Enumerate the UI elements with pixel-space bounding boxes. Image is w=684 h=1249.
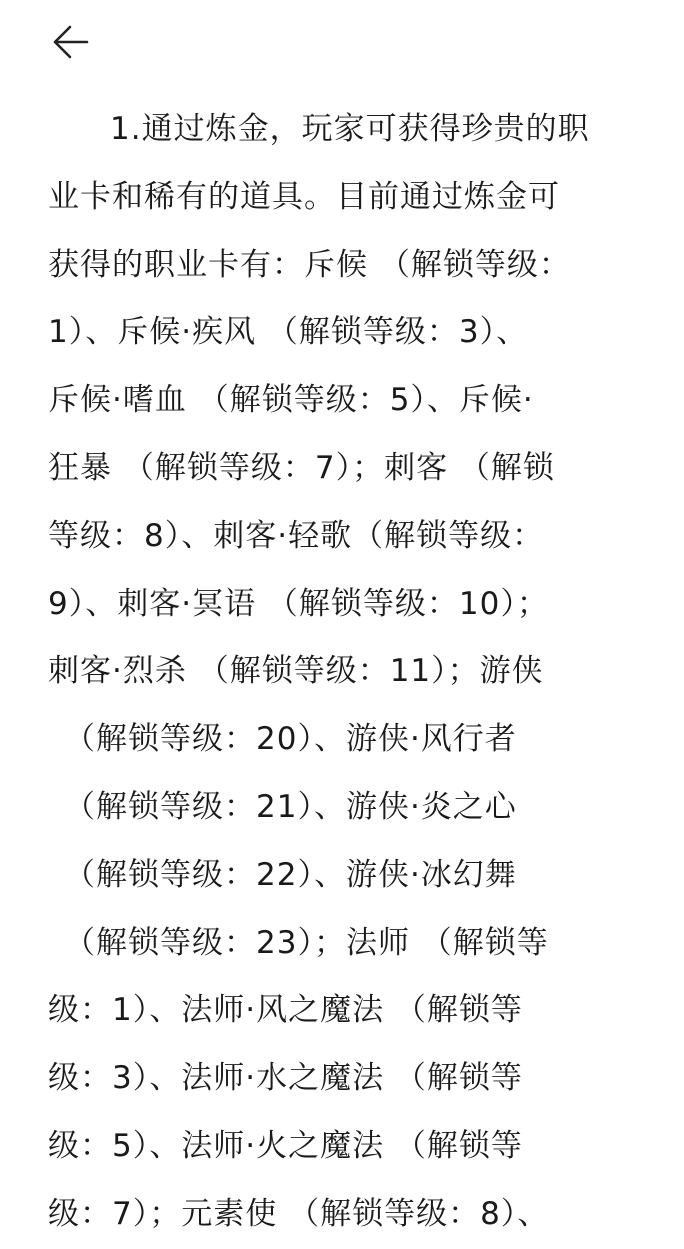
article-line: 级：5）、法师·火之魔法 （解锁等 bbox=[48, 1127, 523, 1164]
article-line: （解锁等级：21）、游侠·炎之心 bbox=[64, 788, 517, 825]
article-line: （解锁等级：22）、游侠·冰幻舞 bbox=[64, 856, 517, 893]
article-line: 刺客·烈杀 （解锁等级：11）；游侠 bbox=[48, 653, 544, 690]
article-line: 1.通过炼金，玩家可获得珍贵的职 bbox=[110, 111, 590, 147]
article-body bbox=[48, 96, 648, 1249]
top-bar bbox=[0, 0, 684, 90]
article-line: 级：7）；元素使 （解锁等级：8）、 bbox=[48, 1195, 550, 1232]
article-line: 狂暴 （解锁等级：7）；刺客 （解锁 bbox=[48, 449, 555, 486]
article-line: （解锁等级：20）、游侠·风行者 bbox=[64, 721, 517, 758]
article-line: 获得的职业卡有：斥候 （解锁等级： bbox=[48, 246, 571, 283]
article-line: （解锁等级：23）；法师 （解锁等 bbox=[64, 924, 549, 961]
article-line: 斥候·嗜血 （解锁等级：5）、斥候· bbox=[48, 382, 534, 419]
article-line: 1）、斥候·疾风 （解锁等级：3）、 bbox=[48, 314, 529, 351]
back-button[interactable] bbox=[40, 18, 96, 66]
article-line: 级：1）、法师·风之魔法 （解锁等 bbox=[48, 992, 523, 1029]
arrow-left-icon bbox=[47, 23, 89, 61]
article-line: 等级：8）、刺客·轻歌（解锁等级： bbox=[48, 517, 545, 554]
article-line: 9）、刺客·冥语 （解锁等级：10）； bbox=[48, 585, 549, 622]
article-line: 业卡和稀有的道具。目前通过炼金可 bbox=[48, 178, 560, 215]
article-line: 级：3）、法师·水之魔法 （解锁等 bbox=[48, 1060, 523, 1097]
